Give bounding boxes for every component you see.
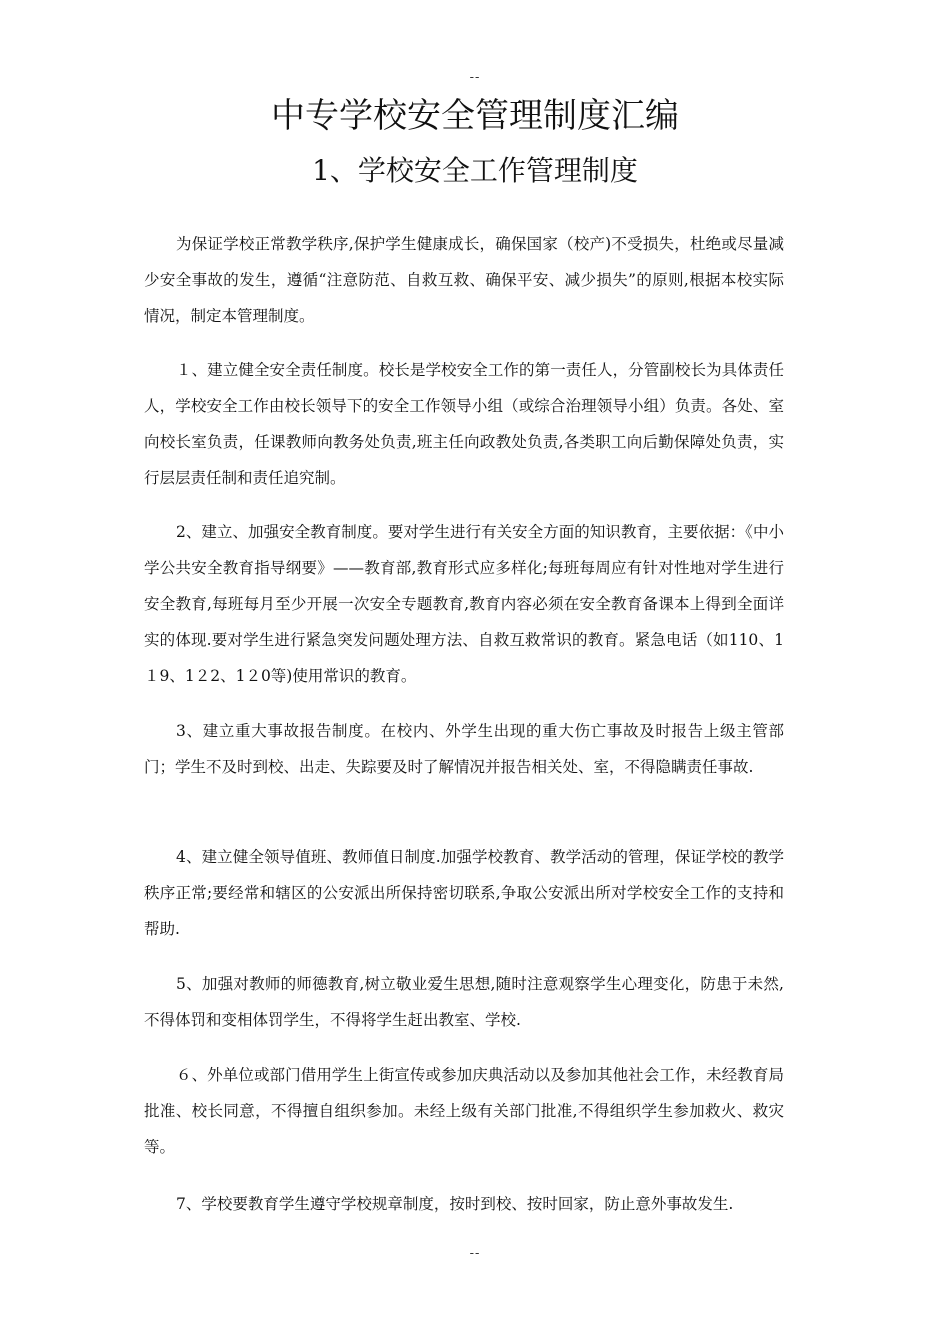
page-marker-top: -- [469,70,481,85]
intro-paragraph: 为保证学校正常教学秩序,保护学生健康成长，确保国家（校产)不受损失，杜绝或尽量减少安全事故的发生，遵循“注意防范、自救互救、确保平安、减少损失”的原则,根据本校实际情况，制定本管理制度。 [144,235,784,325]
page-marker-bottom: -- [469,1246,481,1261]
rule-1-paragraph: １、建立健全安全责任制度。校长是学校安全工作的第一责任人，分管副校长为具体责任人，学校安全工作由校长领导下的安全工作领导小组（或综合治理领导小组）负责。各处、室向校长室负责，任课教师向教务处负责,班主任向政教处负责,各类职工向后勤保障处负责，实行层层责任制和责任追究制。 [144,361,784,487]
section-title: 1、学校安全工作管理制度 [312,154,638,187]
rule-6-paragraph: ６、外单位或部门借用学生上街宣传或参加庆典活动以及参加其他社会工作，未经教育局批准、校长同意，不得擅自组织参加。未经上级有关部门批准,不得组织学生参加救火、救灾等。 [144,1066,784,1156]
rule-4-paragraph: 4、建立健全领导值班、教师值日制度.加强学校教育、教学活动的管理，保证学校的教学秩序正常;要经常和辖区的公安派出所保持密切联系,争取公安派出所对学校安全工作的支持和帮助. [144,848,784,938]
rule-2-paragraph: 2、建立、加强安全教育制度。要对学生进行有关安全方面的知识教育，主要依据：《中小学公共安全教育指导纲要》——教育部,教育形式应多样化;每班每周应有针对性地对学生进行安全教育,每班每月至少开展一次安全专题教育,教育内容必须在安全教育备课本上得到全面详实的体现.要对学生进行紧急突发问题处理方法、自救互救常识的教育。紧急电话（如110、1１9、1２2、1２0等)使用常识的教育。 [144,523,784,685]
rule-5-paragraph: 5、加强对教师的师德教育,树立敬业爱生思想,随时注意观察学生心理变化，防患于未然,不得体罚和变相体罚学生，不得将学生赶出教室、学校. [144,975,784,1029]
rule-3-paragraph: 3、建立重大事故报告制度。在校内、外学生出现的重大伤亡事故及时报告上级主管部门；学生不及时到校、出走、失踪要及时了解情况并报告相关处、室，不得隐瞒责任事故. [144,722,784,776]
rule-7-paragraph: 7、学校要教育学生遵守学校规章制度，按时到校、按时回家，防止意外事故发生. [176,1195,734,1213]
document-title: 中专学校安全管理制度汇编 [271,96,679,136]
